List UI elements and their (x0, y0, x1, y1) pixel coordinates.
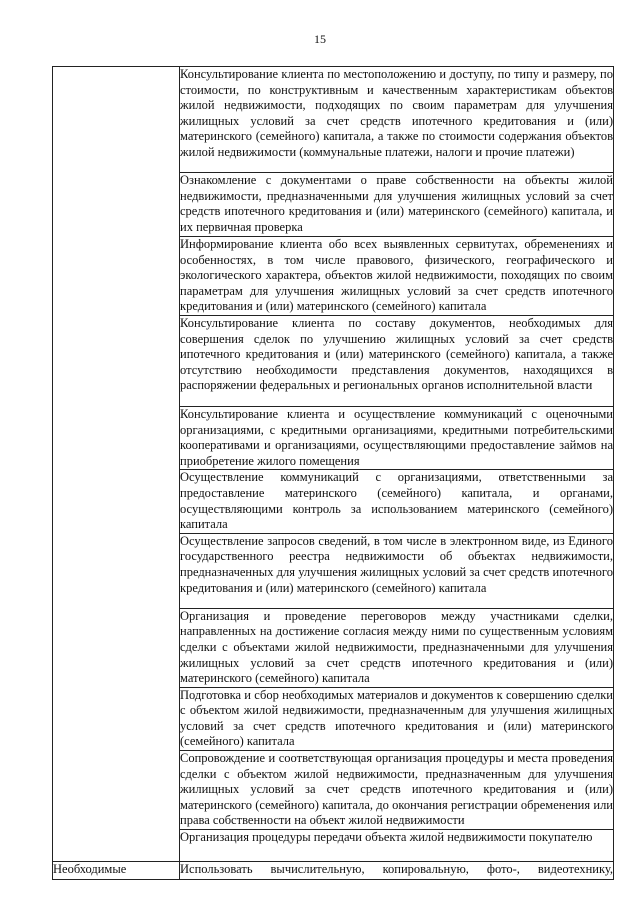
action-text: Консультирование клиента по местоположению и доступу, по типу и размеру, по стоимости, по конструктивным и качественным характеристикам объектов жилой недвижимости, подходящих по своим параметрам для улучшения жилищных условий за счет средств ипотечного кредитования и (или) материнского (семейного) капитала, а также по стоимости содержания объектов жилой недвижимости (коммунальные платежи, налоги и прочие платежи) (180, 67, 613, 159)
table-cell (180, 608, 614, 687)
action-text: Использовать вычислительную, копировальную, фото-, видеотехнику, (180, 862, 613, 877)
action-text: Консультирование клиента по составу документов, необходимых для совершения сделок по улучшению жилищных условий за счет средств ипотечного кредитования и (или) материнского (семейного) капитала, а также отсутствию необходимости представления документов, находящихся в распоряжении федеральных и региональных органов исполнительной власти (180, 315, 613, 393)
table-cell (180, 67, 614, 173)
table-cell (180, 751, 614, 830)
action-text: Консультирование клиента и осуществление коммуникаций с оценочными организациями, с кредитными организациями, кредитными потребительскими кооперативами и организациями, осуществляющими предоставление займов на приобретение жилого помещения (180, 406, 613, 468)
section-label: Необходимые (53, 862, 127, 877)
page-number: 15 (314, 32, 326, 46)
table-cell (180, 406, 614, 469)
table-cell (180, 687, 614, 750)
action-text: Сопровождение и соответствующая организация процедуры и места проведения сделки с объектом жилой недвижимости, предназначенным для улучшения жилищных условий за счет средств ипотечного кредитования и (или) материнского (семейного) капитала, до окончания регистрации обременения или права собственности на объект жилой недвижимости (180, 751, 613, 828)
table-cell (180, 470, 614, 533)
table-row (53, 862, 614, 880)
table-cell (180, 862, 614, 880)
section-label-cell (53, 862, 180, 880)
table-cell (180, 533, 614, 608)
action-text: Подготовка и сбор необходимых материалов и документов к совершению сделки с объектом жилой недвижимости, предназначенным для улучшения жилищных условий за счет средств ипотечного кредитования и (или) материнского (семейного) капитала (180, 687, 613, 749)
action-text: Организация процедуры передачи объекта жилой недвижимости покупателю (180, 830, 593, 845)
action-text: Информирование клиента обо всех выявленных сервитутах, обременениях и особенностях, в том числе правового, физического, географического и экологического характера, объектов жилой недвижимости, походящих по своим параметрам для улучшения жилищных условий за счет средств ипотечного кредитования и (или) материнского (семейного) капитала (180, 237, 613, 314)
section-label-cell (53, 67, 180, 862)
table-cell (180, 237, 614, 316)
action-text: Ознакомление с документами о праве собственности на объекты жилой недвижимости, предназначенными для улучшения жилищных условий за счет средств ипотечного кредитования и (или) материнского (семейного) капитала, и их первичная проверка (180, 173, 613, 234)
action-text: Организация и проведение переговоров между участниками сделки, направленных на достижение согласия между ними по существенным условиям сделки с объектами жилой недвижимости, предназначенными для улучшения жилищных условий за счет средств ипотечного кредитования и (или) материнского (семейного) капитала (180, 608, 613, 686)
labor-functions-table (52, 66, 614, 880)
table-cell (180, 830, 614, 862)
table-cell (180, 315, 614, 406)
table-cell (180, 173, 614, 237)
table-row (53, 67, 614, 173)
action-text: Осуществление коммуникаций с организациями, ответственными за предоставление материнского (семейного) капитала, и органами, осуществляющими контроль за использованием материнского (семейного) капитала (180, 470, 613, 532)
action-text: Осуществление запросов сведений, в том числе в электронном виде, из Единого государственного реестра недвижимости об объектах недвижимости, предназначенных для улучшения жилищных условий за счет средств ипотечного кредитования и (или) материнского (семейного) капитала (180, 533, 613, 595)
